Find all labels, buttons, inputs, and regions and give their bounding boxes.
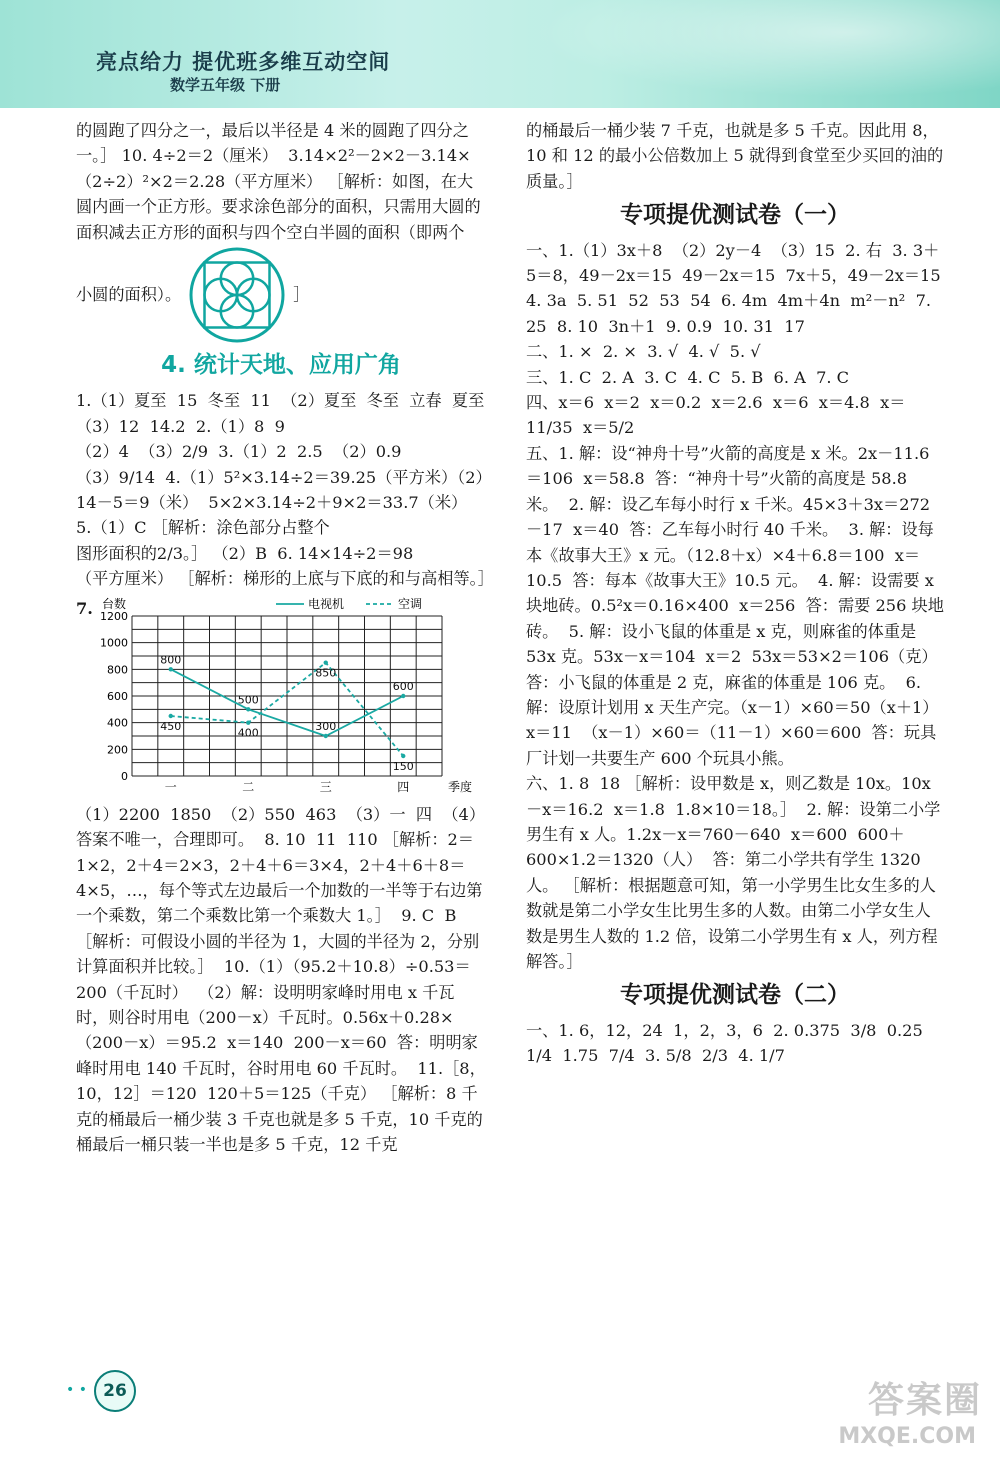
x-tick-label: 二 <box>242 779 255 794</box>
line-chart <box>76 596 486 796</box>
data-point <box>324 660 328 664</box>
test-1-part-4: 四、x＝6 x＝2 x＝0.2 x＝2.6 x＝6 x＝4.8 x＝11/35 x＝5/2 <box>526 393 906 438</box>
data-label: 850 <box>315 666 337 680</box>
test-1-part-1: 一、1.（1）3x＋8 （2）2y－4 （3）15 2. 右 3. 3＋5＝8，49－2x＝15 49－2x＝15 7x＋5，49－2x＝15 4. 3a 5. 51 52 53 54 6. 4m 4m＋4n m²－n² 7. 25 8. 10 3n＋1 9. 0.9 10. 31 17 <box>526 240 951 336</box>
test-1-part-3: 三、1. C 2. A 3. C 4. C 5. B 6. A 7. C <box>526 367 850 387</box>
data-label: 150 <box>392 759 414 773</box>
answer-block-7: （1）2200 1850 （2）550 463 （3）一 四 （4）答案不唯一，合理即可。 8. 10 11 110 ［解析：2＝1×2，2＋4＝2×3，2＋4＋6＝3×4，2＋4＋6＋8＝4×5，…，每个等式左边最后一个加数的一半等于右边第一个乘数，第二个乘数比第一个乘数大 1。］ 9. C B ［解析：可假设小圆的半径为 1，大圆的半径为 2，分别计算面积并比较。］ 10.（1）（95.2＋10.8）÷0.53＝200（千瓦时） （2）解：设明明家峰时用电 x 千瓦时，则谷时用电（200－x）千瓦时。0.56x＋0.28×（200－x）＝95.2 x＝140 200－x＝60 答：明明家峰时用电 140 千瓦时，谷时用电 60 千瓦时。 11.［8，10，12］＝120 120＋5＝125（千克） ［解析：8 千克的桶最后一桶少装 3 千克也就是多 5 千克，10 千克的桶最后一桶只装一半也是多 5 千克，12 千克 <box>76 804 486 1154</box>
data-point <box>401 693 405 697</box>
data-label: 800 <box>160 653 182 667</box>
x-tick-label: 一 <box>164 779 177 794</box>
test-1-title: 专项提优测试卷（一） <box>620 201 850 229</box>
book-title: 亮点给力 提优班多维互动空间 <box>96 50 391 74</box>
y-tick-label: 0 <box>121 769 128 783</box>
section-title: 4. 统计天地、应用广角 <box>161 352 401 379</box>
chart-svg <box>76 596 486 796</box>
x-tick-label: 三 <box>319 779 332 794</box>
data-point <box>324 733 328 737</box>
page-number: 26 <box>94 1370 136 1412</box>
answer-tail: 小圆的面积）。 <box>76 285 182 305</box>
answer-block-5: 图形面积的2/3。］ （2）B 6. 14×14÷2＝98 <box>76 543 414 563</box>
answer-block-1: 的圆跑了四分之一，最后以半径是 4 米的圆跑了四分之一。］ 10. 4÷2＝2（厘米） 3.14×2²－2×2－3.14×（2÷2）²×2＝2.28（平方厘米） ［解析：如图，在大圆内画一个正方形。要求涂色部分的面积，只需用大圆的面积减去正方形的面积与四个空白半圆的面积（即两个 <box>76 121 481 242</box>
test-1-part-6: 六、1. 8 18 ［解析：设甲数是 x，则乙数是 10x。10x－x＝16.2 x＝1.8 1.8×10＝18。］ 2. 解：设第二小学男生有 x 人。1.2x－x＝760－640 x＝600 600＋600×1.2＝1320（人） 答：第二小学共有学生 1320 人。 ［解析：根据题意可知，第一小学男生比女生多的人数就是第二小学女生比男生多的人数。由第二小学女生人数是男生人数的 1.2 倍，设第二小学男生有 x 人，列方程解答。］ <box>526 774 941 971</box>
answer-block-3: （2）4 （3）2/9 3.（1）2 2.5 （2）0.9 <box>76 442 402 462</box>
answer-block-2: 1.（1）夏至 15 冬至 11 （2）夏至 冬至 立春 夏至 （3）12 14.2 2.（1）8 9 <box>76 391 495 436</box>
answer-block-4: （3）9/14 4.（1）5²×3.14÷2＝39.25（平方米）（2）14－5＝9（米） 5×2×3.14÷2＋9×2＝33.7（米） 5.（1）C ［解析：涂色部分占整个 <box>76 467 484 538</box>
data-point <box>169 713 173 717</box>
figure-row <box>76 245 486 345</box>
watermark-logo: 答案圈 <box>867 1380 982 1421</box>
header-decoration <box>480 0 1000 108</box>
right-block-1: 的桶最后一桶少装 7 千克，也就是多 5 千克。因此用 8，10 和 12 的最小公倍数加上 5 就得到食堂至少买回的油的质量。］ <box>526 121 944 191</box>
test-2-part-1: 一、1. 6，12，24 1，2，3，6 2. 0.375 3/8 0.25 1/4 1.75 7/4 3. 5/8 2/3 4. 1/7 <box>526 1020 934 1066</box>
question-7-label: 7. <box>76 598 93 618</box>
x-tick-label: 四 <box>397 779 410 794</box>
test-1-part-2: 二、1. × 2. × 3. √ 4. √ 5. √ <box>526 342 761 362</box>
page-dots: • • <box>66 1382 87 1398</box>
left-column <box>76 118 495 1157</box>
data-label: 500 <box>237 693 259 707</box>
y-tick-label: 400 <box>107 716 128 730</box>
legend-label: 电视机 <box>308 596 345 611</box>
y-axis-label: 台数 <box>102 596 127 611</box>
y-tick-label: 1200 <box>100 609 128 623</box>
data-point <box>401 753 405 757</box>
data-label: 400 <box>237 726 259 740</box>
watermark-url: MXQE.COM <box>838 1424 976 1449</box>
data-point <box>246 707 250 711</box>
data-label: 600 <box>392 679 414 693</box>
data-point <box>246 720 250 724</box>
y-tick-label: 800 <box>107 663 128 677</box>
x-axis-label: 季度 <box>448 779 473 794</box>
right-column <box>526 118 951 1069</box>
data-label: 300 <box>315 719 337 733</box>
y-tick-label: 1000 <box>100 636 128 650</box>
y-tick-label: 200 <box>107 743 128 757</box>
answer-block-6: （平方厘米） ［解析：梯形的上底与下底的和与高相等。］ <box>76 569 494 589</box>
answer-tail-bracket: ］ <box>293 285 310 305</box>
legend-label: 空调 <box>398 596 423 611</box>
test-1-part-5: 五、1. 解：设“神舟十号”火箭的高度是 x 米。2x－11.6＝106 x＝58.8 答：“神舟十号”火箭的高度是 58.8 米。 2. 解：设乙车每小时行 x 千米。45×3＋3x＝272－17 x＝40 答：乙车每小时行 40 千米。 3. 解：设每本《故事大王》x 元。（12.8＋x）×4＋6.8＝100 x＝10.5 答：每本《故事大王》10.5 元。 4. 解：设需要 x 块地砖。0.5²x＝0.16×400 x＝256 答：需要 256 块地砖。 5. 解：设小飞鼠的体重是 x 克，则麻雀的体重是 53x 克。53x－x＝104 x＝2 53x＝53×2＝106（克） 答：小飞鼠的体重是 2 克，麻雀的体重是 106 克。 6. 解：设原计划用 x 天生产完。（x－1）×60＝50（x＋1） x＝11 （x－1）×60＝（11－1）×60＝600 答：玩具厂计划一共要生产 600 个玩具小熊。 <box>526 443 949 768</box>
page-header <box>0 0 1000 108</box>
test-2-title: 专项提优测试卷（二） <box>620 981 850 1009</box>
y-tick-label: 600 <box>107 689 128 703</box>
data-point <box>169 667 173 671</box>
book-subtitle: 数学五年级 下册 <box>170 76 281 94</box>
data-label: 450 <box>160 719 182 733</box>
circle-diagram <box>187 245 287 345</box>
